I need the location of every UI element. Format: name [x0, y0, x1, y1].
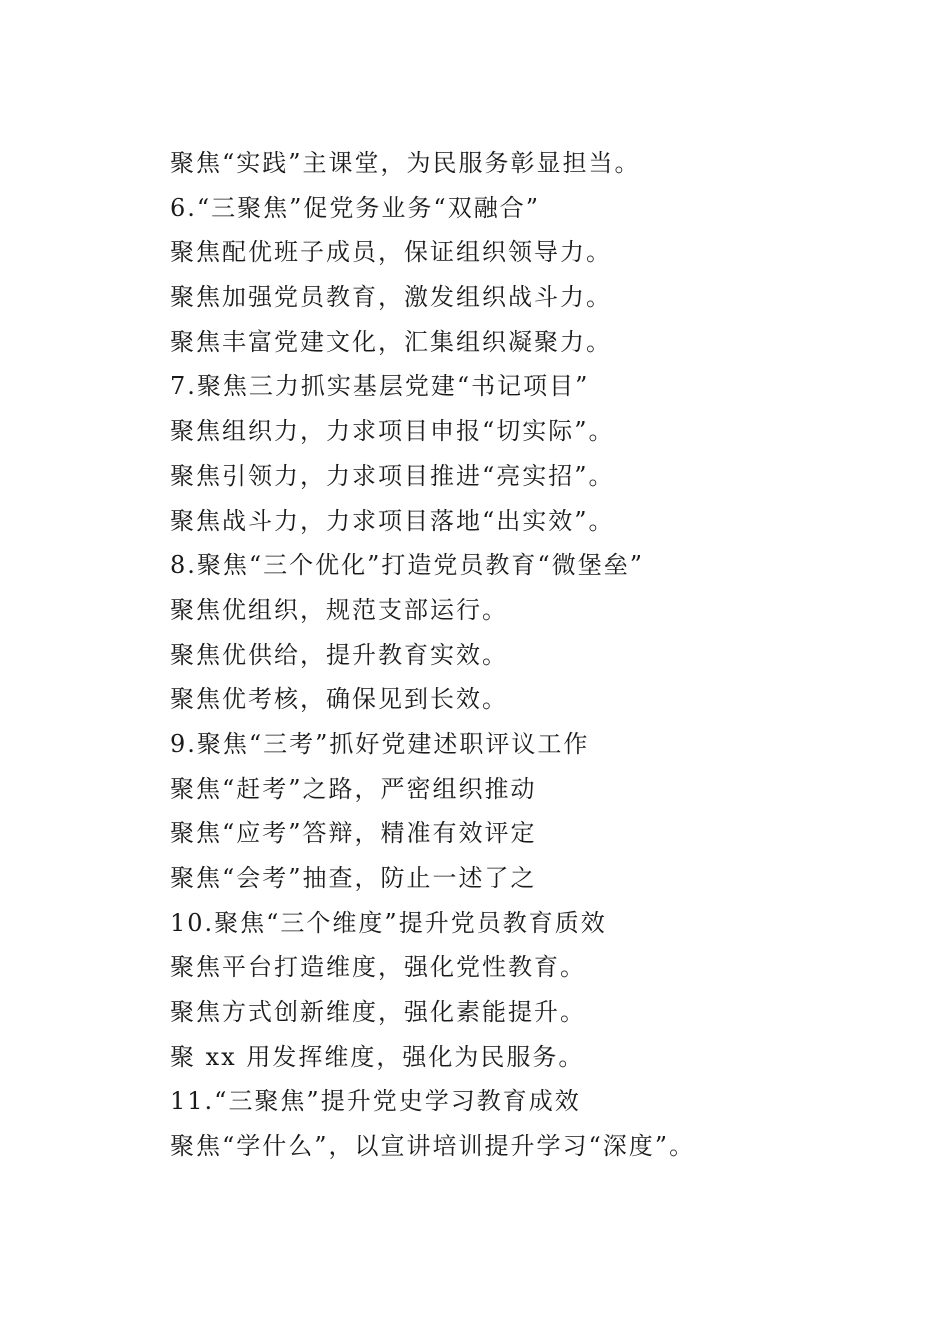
section-heading: 10.聚焦“三个维度”提升党员教育质效 — [170, 908, 607, 937]
text-line: 聚焦引领力，力求项目推进“亮实招”。 — [170, 461, 615, 490]
text-line: 聚焦“学什么”，以宣讲培训提升学习“深度”。 — [170, 1132, 696, 1161]
text-line: 聚焦优供给，提升教育实效。 — [170, 640, 508, 669]
text-line: 聚焦加强党员教育，激发组织战斗力。 — [170, 283, 612, 312]
text-line: 聚焦配优班子成员，保证组织领导力。 — [170, 238, 612, 267]
text-line: 聚焦“应考”答辩，精准有效评定 — [170, 819, 537, 848]
section-heading: 7.聚焦三力抓实基层党建“书记项目” — [170, 372, 590, 401]
section-heading: 9.聚焦“三考”抓好党建述职评议工作 — [170, 729, 590, 758]
text-line: 聚 xx 用发挥维度，强化为民服务。 — [170, 1042, 585, 1071]
text-line: 聚焦“会考”抽查，防止一述了之 — [170, 864, 537, 892]
section-heading: 6.“三聚焦”促党务业务“双融合” — [170, 193, 540, 222]
text-line: 聚焦战斗力，力求项目落地“出实效”。 — [170, 506, 615, 535]
text-line: 聚焦丰富党建文化，汇集组织凝聚力。 — [170, 327, 612, 356]
text-line: 聚焦“赶考”之路，严密组织推动 — [170, 774, 537, 803]
document-body — [170, 141, 910, 1169]
text-line: 聚焦方式创新维度，强化素能提升。 — [170, 998, 586, 1027]
section-heading: 11.“三聚焦”提升党史学习教育成效 — [170, 1087, 581, 1116]
text-line: 聚焦优考核，确保见到长效。 — [170, 685, 508, 714]
section-heading: 8.聚焦“三个优化”打造党员教育“微堡垒” — [170, 551, 644, 580]
text-line: 聚焦“实践”主课堂，为民服务彰显担当。 — [170, 149, 641, 177]
text-line: 聚焦平台打造维度，强化党性教育。 — [170, 953, 586, 982]
text-line: 聚焦组织力，力求项目申报“切实际”。 — [170, 417, 615, 446]
text-line: 聚焦优组织，规范支部运行。 — [170, 595, 508, 624]
